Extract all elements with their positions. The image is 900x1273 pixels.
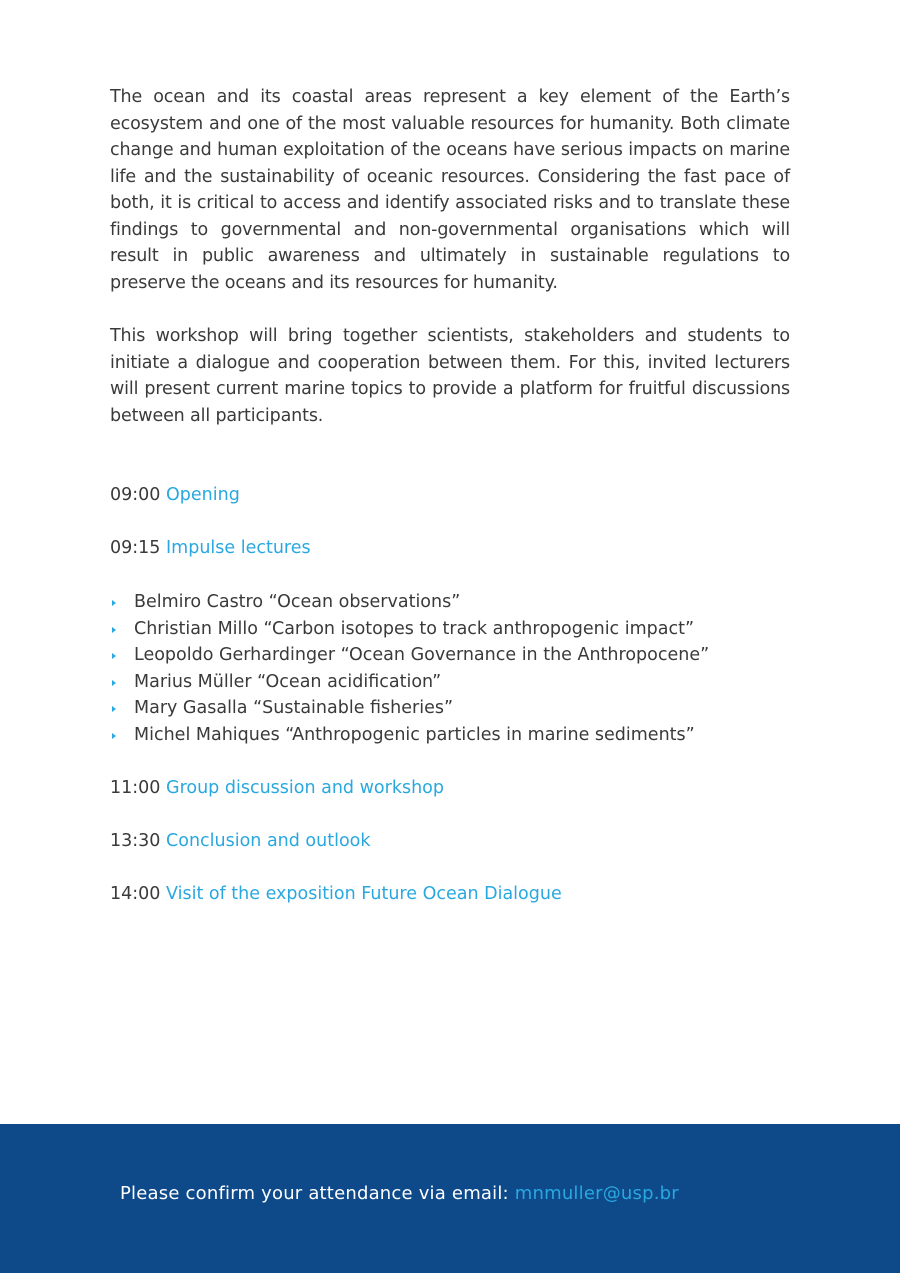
schedule-label: Visit of the exposition Future Ocean Dialogue xyxy=(166,884,562,904)
schedule-label: Group discussion and workshop xyxy=(166,778,444,798)
list-item xyxy=(110,695,810,722)
schedule-label: Opening xyxy=(166,485,240,505)
intro-paragraph-2: This workshop will bring together scientists, stakeholders and students to initiate a dialogue and cooperation between them. For this, invited lecturers will present current marine topics to provide a platform for fruitful discussions between all participants. xyxy=(110,326,790,426)
lecture-title: Michel Mahiques “Anthropogenic particles in marine sediments” xyxy=(134,724,695,745)
email-link[interactable]: mnmuller@usp.br xyxy=(514,1183,679,1204)
list-item xyxy=(110,589,810,616)
bullet-icon xyxy=(112,600,116,606)
schedule-time: 14:00 xyxy=(110,884,161,904)
intro-paragraph-1: The ocean and its coastal areas represent a key element of the Earth’s ecosystem and one of the most valuable resources for humanity. Both climate change and human exploitation of the oceans have serious impacts on marine life and the sustainability of oceanic resources. Considering the fast pace of both, it is critical to access and identify associated risks and to translate these findings to governmental and non-governmental organisations which will result in public awareness and ultimately in sustainable regulations to preserve the oceans and its resources for humanity. xyxy=(110,87,790,293)
bullet-icon xyxy=(112,680,116,686)
attendance-note xyxy=(120,1181,679,1207)
schedule-label: Conclusion and outlook xyxy=(166,831,371,851)
list-item xyxy=(110,669,810,696)
bullet-icon xyxy=(112,733,116,739)
bullet-icon xyxy=(112,627,116,633)
lecture-title: Marius Müller “Ocean acidification” xyxy=(134,671,442,692)
schedule-item-opening xyxy=(110,482,810,508)
bullet-icon xyxy=(112,653,116,659)
list-item xyxy=(110,616,810,643)
schedule-item-conclusion xyxy=(110,828,810,854)
attendance-text: Please confirm your attendance via email: xyxy=(120,1183,515,1204)
lecture-title: Mary Gasalla “Sustainable fisheries” xyxy=(134,698,454,718)
list-item xyxy=(110,642,810,669)
schedule-item-visit xyxy=(110,881,810,907)
schedule-time: 13:30 xyxy=(110,831,161,851)
schedule-time: 09:15 xyxy=(110,538,161,558)
schedule-item-discussion xyxy=(110,775,810,801)
schedule-time: 09:00 xyxy=(110,485,161,505)
schedule-item-lectures xyxy=(110,535,810,561)
intro-section xyxy=(110,84,790,429)
schedule xyxy=(110,482,810,907)
lecture-list xyxy=(110,589,810,748)
bullet-icon xyxy=(112,706,116,712)
footer-banner xyxy=(0,1124,900,1273)
lecture-title: Leopoldo Gerhardinger “Ocean Governance in the Anthropocene” xyxy=(134,645,710,665)
schedule-time: 11:00 xyxy=(110,778,161,798)
schedule-label: Impulse lectures xyxy=(166,538,311,558)
list-item xyxy=(110,722,810,749)
lecture-title: Christian Millo “Carbon isotopes to track anthropogenic impact” xyxy=(134,618,695,639)
lecture-title: Belmiro Castro “Ocean observations” xyxy=(134,592,461,612)
